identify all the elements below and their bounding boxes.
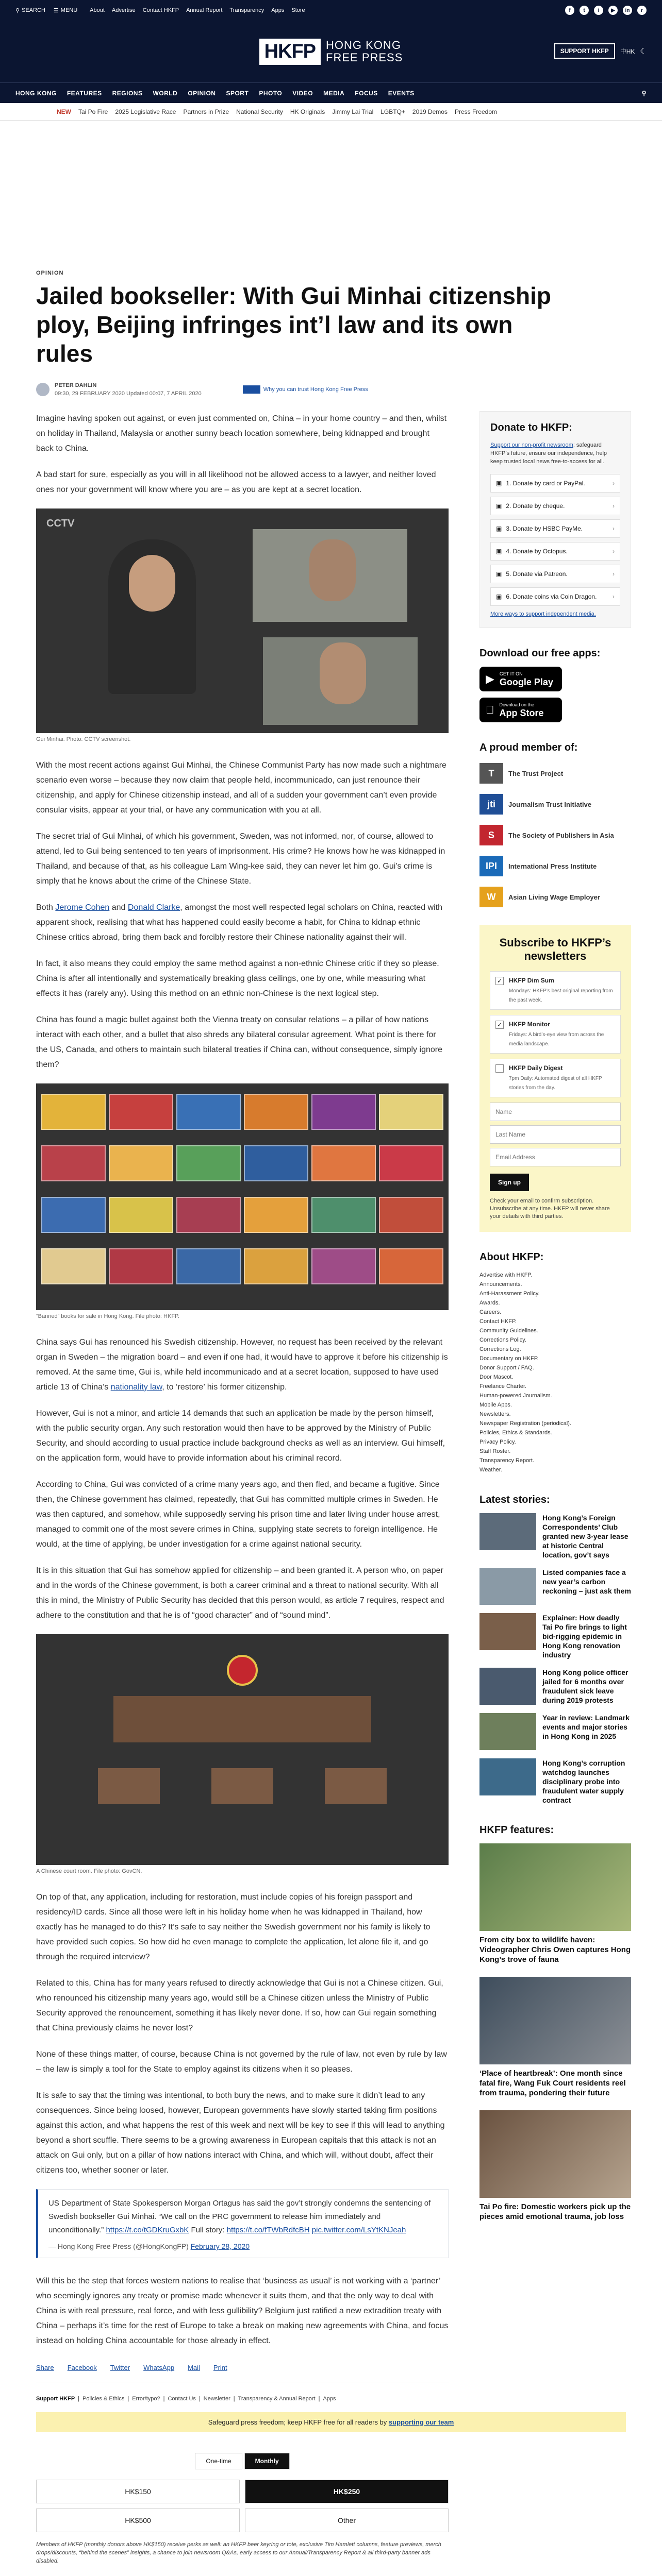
newsletter-option-dim-sum[interactable] <box>490 971 621 1010</box>
rss-icon[interactable]: r <box>637 6 647 15</box>
price-option[interactable]: HK$150 <box>36 2480 240 2503</box>
donate-patreon[interactable] <box>490 565 620 583</box>
store-small-label: Download on the <box>491 702 526 707</box>
site-logo[interactable] <box>259 39 403 65</box>
article-body <box>36 411 449 2402</box>
story-thumbnail <box>479 1613 536 1650</box>
donate-coin-dragon[interactable] <box>490 587 620 606</box>
option-desc: 7pm Daily: Automated digest of all HKFP stories from the day. <box>509 1076 602 1091</box>
print-button[interactable]: Print <box>213 2364 227 2371</box>
figure-caption: A Chinese court room. File photo: GovCN. <box>36 1868 142 1874</box>
card-icon: ▣ <box>496 480 502 487</box>
chevron-right-icon: › <box>613 525 615 532</box>
tweet-author: — Hong Kong Free Press (@HongKongFP) <box>48 2242 191 2250</box>
about-link[interactable]: Community Guidelines. <box>479 1328 538 1334</box>
app-store-button[interactable] <box>479 698 562 722</box>
footer-link-support[interactable] <box>36 2396 75 2402</box>
about-list <box>479 1270 631 1475</box>
masthead <box>0 21 662 82</box>
paragraph: It is safe to say that the timing was intentional, to both bury the news, and to make sure it didn’t lead to any consequences. Since being loosed, however, European governments have slowly started taking firm positions against this action, and what happens the rest of this week and next will be key to see if this will lead to anything beyond a short scuffle. There seems to be a growing awareness in European capitals that this attack is not an attack on Gui only, but on a pillar of how nations interact with China, and which will, without doubt, affect their citizens too, whether sooner or later. <box>36 2091 445 2175</box>
footer-link-apps[interactable]: Apps <box>323 2396 336 2402</box>
util-link-advertise[interactable]: Advertise <box>111 7 136 13</box>
cheque-icon: ▣ <box>496 502 502 510</box>
members-section <box>479 742 631 909</box>
paragraph: None of these things matter, of course, because China is not governed by the rule of law, not even by rule by law – the law is simply a tool for the State to employ against its citizens when it so pleases. <box>36 2050 447 2074</box>
story-item[interactable] <box>479 1568 631 1605</box>
sidebar <box>479 411 631 2402</box>
share-whatsapp-button[interactable]: WhatsApp <box>143 2364 175 2371</box>
utility-links <box>90 7 305 13</box>
donate-item-label: 4. Donate by Octopus. <box>506 548 568 555</box>
donate-cheque[interactable] <box>490 497 620 515</box>
first-name-field[interactable] <box>490 1103 621 1121</box>
latest-stories <box>479 1494 631 1805</box>
nav-world[interactable]: WORLD <box>153 89 178 97</box>
paragraph: Will this be the step that forces western nations to realise that ‘business as usual’ is not working with a ‘partner’ who seemingly ignores any treaty or promise made whenever it suits them, and that the only way to deal with China is with real pressure, real force, and with less gullibility? Belgium just ratified a new extradition treaty with China – perhaps it’s time for the rest of Europe to take a break on making new agreements with China, and focus instead on holding China accountable for those already in effect. <box>36 2277 449 2345</box>
store-big-label: Google Play <box>499 676 553 687</box>
chevron-right-icon: › <box>613 548 615 555</box>
paragraph <box>36 900 449 945</box>
store-big-label: App Store <box>491 707 536 718</box>
feature-title: From city box to wildlife haven: Videographer Chris Owen captures Hong Kong’s trove of fauna <box>479 1936 631 1964</box>
about-link[interactable]: Mobile Apps. <box>479 1402 512 1408</box>
story-title: Hong Kong’s Foreign Correspondents’ Club granted new 3-year lease at historic Central location, gov’t says <box>542 1514 628 1559</box>
nav-events[interactable]: EVENTS <box>388 89 415 97</box>
donate-intro <box>490 441 620 466</box>
menu-label: MENU <box>60 7 78 13</box>
story-item[interactable] <box>479 1758 631 1805</box>
about-link[interactable]: Weather. <box>479 1467 502 1473</box>
story-title: Listed companies face a new year’s carbon reckoning – just ask them <box>542 1568 631 1595</box>
author-name[interactable]: PETER DAHLIN <box>55 382 97 388</box>
checkbox[interactable]: ✓ <box>495 1021 504 1029</box>
trend-item[interactable]: National Security <box>236 108 283 115</box>
footer-link-policies[interactable]: Policies & Ethics <box>82 2396 125 2402</box>
story-item[interactable] <box>479 1613 631 1659</box>
option-desc: Mondays: HKFP’s best original reporting from the past week. <box>509 988 613 1003</box>
more-ways-link[interactable]: More ways to support independent media. <box>490 611 596 617</box>
paragraph: The secret trial of Gui Minhai, of which his government, Sweden, was not informed, nor, of course, allowed to attend, led to Gui being sentenced to ten years of imprisonment. His crime? He knows how he was kidnapped in Thailand, and because of that, as his colleague Lam Wing-kee said, they can never let him go. Gui’s crime is simply that he knows about the crime of the Chinese State. <box>36 832 445 886</box>
price-options <box>36 2480 449 2532</box>
newsletter-title: Subscribe to HKFP’s newsletters <box>499 936 611 962</box>
feature-title: ‘Place of heartbreak’: One month since fatal fire, Wang Fuk Court residents reel from trauma, pondering their future <box>479 2069 626 2097</box>
latest-title: Latest stories: <box>479 1494 550 1505</box>
util-link-contact[interactable]: Contact HKFP <box>142 7 179 13</box>
chevron-right-icon: › <box>613 502 615 510</box>
chevron-right-icon: › <box>613 593 615 600</box>
donate-card-paypal[interactable] <box>490 474 620 493</box>
support-team-link[interactable]: supporting our team <box>388 2418 454 2426</box>
donate-item-label: 3. Donate by HSBC PayMe. <box>506 525 583 532</box>
menu-button[interactable] <box>54 7 77 14</box>
option-name: HKFP Daily Digest <box>509 1064 563 1072</box>
article-category[interactable]: OPINION <box>36 270 64 276</box>
logo-mark: HKFP <box>259 39 321 65</box>
paragraph: Related to this, China has for many years refused to directly acknowledge that Gui is not a Chinese citizen. Gui, who renounced his citizenship many years ago, would still be a Chinese citizen unless the Ministry of Public Security approved the renouncement, something it has likely never done. If so, how can Gui regain something that China previously claims he never lost? <box>36 1979 443 2032</box>
last-name-field[interactable] <box>490 1125 621 1144</box>
option-name: HKFP Dim Sum <box>509 977 554 984</box>
sign-up-button[interactable]: Sign up <box>490 1174 529 1191</box>
logo-mark: IPI <box>479 856 503 876</box>
dark-mode-icon[interactable]: ☾ <box>640 46 647 55</box>
trend-item[interactable]: Jimmy Lai Trial <box>332 108 374 115</box>
about-link[interactable]: Documentary on HKFP. <box>479 1355 539 1362</box>
logo-mark: S <box>479 825 503 845</box>
paragraph: A bad start for sure, especially as you will in all likelihood not be allowed access to a lawyer, and neither loved ones nor your government will know where you are – as you are kept at a secret location. <box>36 470 436 494</box>
feature-image <box>479 2110 631 2198</box>
util-link-apps[interactable]: Apps <box>271 7 285 13</box>
feature-item[interactable] <box>479 2110 631 2222</box>
paragraph: In fact, it also means they could employ the same method against a non-ethnic Chinese critic if they so please. China is after all intentionally and systematically breaking glass ceilings, one by one, while measuring what effects it has (rarely any). Using this method on an ethnic non-Chinese is the next logical step. <box>36 959 439 998</box>
tab-one-time[interactable]: One-time <box>195 2453 242 2469</box>
tweet-footer <box>48 2242 438 2250</box>
nav-regions[interactable]: REGIONS <box>112 89 143 97</box>
tweet-link[interactable]: https://t.co/fTWbRdfcBH <box>226 2226 310 2234</box>
nav-sport[interactable]: SPORT <box>226 89 249 97</box>
logo-mark: W <box>479 887 503 907</box>
story-title: Hong Kong police officer jailed for 6 months over fraudulent sick leave during 2019 protests <box>542 1668 628 1704</box>
story-title: Explainer: How deadly Tai Po fire brings to light bid-rigging epidemic in Hong Kong renovation industry <box>542 1614 627 1659</box>
about-link[interactable]: Newsletters. <box>479 1411 511 1417</box>
membership-box <box>36 2453 626 2565</box>
nav-photo[interactable]: PHOTO <box>259 89 283 97</box>
twitter-icon[interactable]: t <box>580 6 589 15</box>
trending-bar <box>0 103 662 121</box>
nav-search-icon[interactable]: ⚲ <box>641 89 647 97</box>
util-link-transparency[interactable]: Transparency <box>229 7 264 13</box>
octopus-icon: ▣ <box>496 548 502 555</box>
story-title: Hong Kong’s corruption watchdog launches disciplinary probe into fraudulent water supply contract <box>542 1759 625 1804</box>
feature-image <box>479 1843 631 1931</box>
paragraph: It is in this situation that Gui has somehow applied for citizenship – and been granted it. A person who, on paper and in the words of the Chinese government, is both a career criminal and a threat to national security. With all this in mind, the Ministry of Public Security has decided that this person would, as article 7 requires, respect and adhere to the constitution and that he is of “good character” and of “sound mind”. <box>36 1566 444 1620</box>
youtube-icon[interactable]: ▶ <box>608 6 618 15</box>
about-link[interactable]: Transparency Report. <box>479 1458 534 1464</box>
membership-benefits: Members of HKFP (monthly donors above HK$150) receive perks as well: an HKFP beer keyring or tote, exclusive Tim Hamlett columns, feature previews, merch drops/discounts, “behind the scenes” insights, a chance to join newsroom Q&As, early access to our Annual/Transparency Report & all third-party banner ads disabled. <box>36 2541 441 2564</box>
paragraph <box>36 1335 449 1395</box>
story-thumbnail <box>479 1758 536 1795</box>
support-strip-text: Safeguard press freedom; keep HKFP free for all readers by <box>208 2418 389 2426</box>
share-facebook-button[interactable]: Facebook <box>67 2364 97 2371</box>
tab-monthly[interactable]: Monthly <box>244 2453 290 2469</box>
nav-opinion[interactable]: OPINION <box>188 89 216 97</box>
checkbox[interactable]: ✓ <box>495 977 504 985</box>
text-run: China says Gui has renounced his Swedish citizenship. However, no request has been received by the relevant organ in Sweden – the migration board – and even if one had, it would have to approve it before his citizenship is removed. At the same time, Gui is, while held incommunicado and at a secret location, supposed to have used article 13 of China’s <box>36 1338 448 1392</box>
byline <box>36 382 626 397</box>
donation-frequency-tabs <box>36 2453 449 2469</box>
nav-media[interactable]: MEDIA <box>323 89 345 97</box>
tweet-date-link[interactable]: February 28, 2020 <box>190 2242 250 2250</box>
apple-icon <box>486 703 494 717</box>
trend-item[interactable]: 2019 Demos <box>412 108 448 115</box>
ipi-logo[interactable] <box>479 854 631 878</box>
trust-badge-icon <box>243 385 260 394</box>
price-option-other[interactable]: Other <box>245 2509 449 2532</box>
link-donald-clarke[interactable]: Donald Clarke <box>127 903 180 912</box>
story-thumbnail <box>479 1713 536 1750</box>
donate-intro-text: : safeguard HKFP’s future, ensure our independence, help keep trusted local news free-to-access for all. <box>490 442 607 465</box>
about-link[interactable]: Privacy Policy. <box>479 1439 516 1445</box>
language-toggle[interactable]: 中HK <box>620 47 635 55</box>
about-link[interactable]: Contact HKFP. <box>479 1318 517 1325</box>
util-link-store[interactable]: Store <box>291 7 305 13</box>
payme-icon: ▣ <box>496 525 502 532</box>
donate-item-label: 6. Donate coins via Coin Dragon. <box>506 593 597 600</box>
member-title: A proud member of: <box>479 742 578 753</box>
text-run: , amongst the most well respected legal scholars on China, reacted with apparent shock, realising that what has happened could easily become a habit, for China to kidnap ethnic Chinese critics abroad, bring them back and forcibly restore their Chinese nationality against their will. <box>36 903 442 942</box>
judge-bench <box>113 1696 371 1742</box>
text-run: , to ‘restore’ his former citizenship. <box>162 1383 287 1392</box>
member-name: Asian Living Wage Employer <box>508 893 600 901</box>
about-link[interactable]: Advertise with HKFP. <box>479 1272 533 1278</box>
coin-icon: ▣ <box>496 593 502 600</box>
footer-link-label: Support HKFP <box>36 2396 75 2402</box>
util-link-about[interactable]: About <box>90 7 105 13</box>
story-thumbnail <box>479 1668 536 1705</box>
share-mail-button[interactable]: Mail <box>188 2364 200 2371</box>
about-link[interactable]: Careers. <box>479 1309 502 1315</box>
trend-item[interactable]: 2025 Legislative Race <box>115 108 176 115</box>
footer-link-error[interactable]: Error/typo? <box>132 2396 160 2402</box>
tweet-text <box>48 2197 438 2237</box>
footer-link-transparency[interactable]: Transparency & Annual Report <box>238 2396 316 2402</box>
link-nationality-law[interactable]: nationality law <box>110 1383 162 1392</box>
cctv-screenshot-image <box>36 509 449 733</box>
utility-bar <box>0 0 662 21</box>
search-button[interactable] <box>15 7 45 14</box>
paragraph: However, Gui is not a minor, and article 14 demands that such an application be made by the person himself, with the public security organ. Any such restoration would then have to be approved by the Ministry of Public Security, and should according to usual practice include background checks as well as an interview. Gui himself, on the application form, would have to provide information about his criminal record. <box>36 1409 445 1463</box>
donate-item-label: 1. Donate by card or PayPal. <box>506 480 585 487</box>
hamburger-icon: ☰ <box>53 7 59 14</box>
trending-label: NEW <box>57 108 71 115</box>
about-link[interactable]: Anti-Harassment Policy. <box>479 1291 540 1297</box>
tweet-pic-link[interactable]: pic.twitter.com/LsYtKNJeah <box>311 2226 406 2234</box>
apps-title: Download our free apps: <box>479 648 601 659</box>
tweet-body: US Department of State Spokesperson Morgan Ortagus has said the gov’t strongly condemns the sentencing of Swedish bookseller Gui Minhai. “We call on the PRC government to release him immediately and unconditionally.” <box>48 2199 431 2234</box>
donate-item-label: 2. Donate by cheque. <box>506 502 565 510</box>
about-link[interactable]: Door Mascot. <box>479 1374 514 1380</box>
util-link-annual-report[interactable]: Annual Report <box>186 7 223 13</box>
chevron-right-icon: › <box>613 570 615 578</box>
nav-hong-kong[interactable]: HONG KONG <box>15 89 57 97</box>
nav-features[interactable]: FEATURES <box>67 89 102 97</box>
figure-banned-books <box>36 1083 449 1319</box>
instagram-icon[interactable]: i <box>594 6 603 15</box>
trend-item[interactable]: Partners in Prize <box>183 108 229 115</box>
trend-item[interactable]: LGBTQ+ <box>380 108 405 115</box>
paragraph: With the most recent actions against Gui Minhai, the Chinese Communist Party has now made such a nightmare scenario even worse – because they now claim that people held, incommunicado, can just renounce their citizenship, and apply for Chinese citizenship instead, and all of a sudden your government can’t even provide consular visits, appear at your trial, or have any communication with you at all. <box>36 761 446 815</box>
paragraph: According to China, Gui was convicted of a crime many years ago, and then fled, and became a fugitive. Since then, the Chinese government has claimed, repeatedly, that Gui has committed multiple crimes in Sweden. He was then captured, and somehow, while supposedly serving his prison time and later living under house arrest, managed to commit one of the most severe crimes in China, supplying state secrets to foreign intelligence. He would, at the time of applying, be under investigation for a crime against national security. <box>36 1480 440 1549</box>
checkbox[interactable] <box>495 1064 504 1073</box>
option-name: HKFP Monitor <box>509 1021 550 1028</box>
support-hkfp-button[interactable]: SUPPORT HKFP <box>554 43 615 59</box>
hkfp-features <box>479 1824 631 2222</box>
about-link[interactable]: Human-powered Journalism. <box>479 1393 552 1399</box>
feature-title: Tai Po fire: Domestic workers pick up the pieces amid emotional trauma, job loss <box>479 2202 631 2221</box>
about-link[interactable]: Donor Support / FAQ. <box>479 1365 534 1371</box>
share-twitter-button[interactable]: Twitter <box>110 2364 130 2371</box>
about-link[interactable]: Newspaper Registration (periodical). <box>479 1420 571 1427</box>
apps-section <box>479 648 631 722</box>
paragraph: Imagine having spoken out against, or even just commented on, China – in your home country – and then, whilst on holiday in Thailand, Malaysia or another sunny beach location somewhere, being kidnapped and brought back to China. <box>36 414 447 453</box>
logo-mark: T <box>479 763 503 784</box>
feature-image <box>479 1977 631 2064</box>
newsletter-box <box>479 925 631 1232</box>
member-name: Journalism Trust Initiative <box>508 800 592 808</box>
author-avatar <box>36 383 49 396</box>
donate-title: Donate to HKFP: <box>490 422 572 433</box>
trend-item[interactable]: HK Originals <box>290 108 325 115</box>
logo-wordmark <box>326 39 403 64</box>
banned-books-image <box>36 1083 449 1310</box>
why-trust-link[interactable] <box>243 385 368 394</box>
about-link[interactable]: Announcements. <box>479 1281 522 1287</box>
chevron-right-icon: › <box>613 480 615 487</box>
cctv-watermark: CCTV <box>46 518 75 529</box>
option-desc: Fridays: A bird’s-eye view from across the media landscape. <box>509 1032 604 1047</box>
price-option-selected[interactable]: HK$250 <box>245 2480 449 2503</box>
store-small-label: GET IT ON <box>499 671 523 676</box>
member-name: The Society of Publishers in Asia <box>508 831 614 839</box>
about-link[interactable]: Freelance Charter. <box>479 1383 527 1389</box>
about-link[interactable]: Staff Roster. <box>479 1448 511 1454</box>
email-field[interactable] <box>490 1148 621 1166</box>
nav-video[interactable]: VIDEO <box>292 89 313 97</box>
story-item[interactable] <box>479 1713 631 1750</box>
newsletter-option-monitor[interactable] <box>490 1015 621 1054</box>
photo-subject <box>108 539 196 694</box>
photo-subject <box>263 637 418 725</box>
tweet-full-story: Full story: <box>191 2226 227 2234</box>
member-name: International Press Institute <box>508 862 597 870</box>
nav-focus[interactable]: FOCUS <box>355 89 378 97</box>
figure-caption: “Banned” books for sale in Hong Kong. File photo: HKFP. <box>36 1313 180 1319</box>
footer-link-newsletter[interactable]: Newsletter <box>203 2396 230 2402</box>
about-link[interactable]: Corrections Log. <box>479 1346 521 1352</box>
feature-item[interactable] <box>479 1977 631 2098</box>
text-run: Both <box>36 903 56 912</box>
newsletter-note: Check your email to confirm subscription. Unsubscribe at any time. HKFP will never share your details with third parties. <box>490 1198 610 1219</box>
logo-line-2: FREE PRESS <box>326 51 403 64</box>
embedded-tweet <box>36 2189 449 2258</box>
patreon-icon: ▣ <box>496 570 502 578</box>
text-run: and <box>109 903 128 912</box>
facebook-icon[interactable]: f <box>565 6 574 15</box>
publish-date: 09:30, 29 FEBRUARY 2020 Updated 00:07, 7 APRIL 2020 <box>55 391 202 397</box>
court-room-image <box>36 1634 449 1865</box>
jti-logo[interactable] <box>479 792 631 817</box>
about-link[interactable]: Awards. <box>479 1300 500 1306</box>
court-emblem <box>227 1655 258 1686</box>
logo-mark: jti <box>479 794 503 815</box>
story-thumbnail <box>479 1568 536 1605</box>
trend-item[interactable]: Tai Po Fire <box>78 108 108 115</box>
story-thumbnail <box>479 1513 536 1550</box>
page-content <box>0 270 662 2565</box>
why-trust-label: Why you can trust Hong Kong Free Press <box>263 386 368 393</box>
about-section <box>479 1251 631 1475</box>
tweet-link[interactable]: https://t.co/tGDKruGxbK <box>106 2226 189 2234</box>
sopa-logo[interactable] <box>479 823 631 848</box>
figure-gui-minhai <box>36 509 449 742</box>
paragraph: China has found a magic bullet against both the Vienna treaty on consular relations – a pillar of how nations interact with each other, and a bullet that also shreds any bilateral consular agreement. What point is there for the US, Canada, and others to maintain such bilateral treaties if China can, without consequence, simply ignore them? <box>36 1015 442 1069</box>
living-wage-logo[interactable] <box>479 885 631 909</box>
support-strip <box>36 2412 626 2432</box>
google-play-icon: ▶ <box>486 672 494 685</box>
figure-court-room <box>36 1634 449 1874</box>
main-nav <box>0 82 662 103</box>
about-link[interactable]: Corrections Policy. <box>479 1337 526 1343</box>
features-title: HKFP features: <box>479 1824 554 1836</box>
photo-subject <box>253 529 407 622</box>
google-play-button[interactable] <box>479 667 562 691</box>
feature-item[interactable] <box>479 1843 631 1964</box>
search-icon: ⚲ <box>15 7 20 14</box>
share-bar <box>36 2364 449 2382</box>
price-option[interactable]: HK$500 <box>36 2509 240 2532</box>
trust-project-logo[interactable] <box>479 761 631 786</box>
footer-link-contact[interactable]: Contact Us <box>168 2396 196 2402</box>
donate-payme[interactable] <box>490 519 620 538</box>
donate-box <box>479 411 631 628</box>
story-title: Year in review: Landmark events and major stories in Hong Kong in 2025 <box>542 1714 630 1740</box>
support-newsroom-link[interactable]: Support our non-profit newsroom <box>490 442 573 448</box>
about-link[interactable]: Policies, Ethics & Standards. <box>479 1430 552 1436</box>
about-title: About HKFP: <box>479 1251 544 1263</box>
member-name: The Trust Project <box>508 769 564 777</box>
article-headline: Jailed bookseller: With Gui Minhai citizenship ploy, Beijing infringes int’l law and its own rules <box>36 282 551 367</box>
newsletter-option-daily-digest[interactable] <box>490 1059 621 1097</box>
paragraph: On top of that, any application, including for restoration, must include copies of his foreign passport and residency/ID cards. Since all those were left in his holiday home when he was kidnapped in Thailand, how exactly has he managed to do this? It’s safe to say neither the Swedish government nor his family is likely to have provided such copies. So how did he even manage to complete the application, let alone file it, and go through the required interview? <box>36 1893 431 1961</box>
share-button[interactable]: Share <box>36 2364 54 2371</box>
figure-caption: Gui Minhai. Photo: CCTV screenshot. <box>36 736 131 742</box>
search-label: SEARCH <box>22 7 45 13</box>
donate-octopus[interactable] <box>490 542 620 561</box>
article-footer-links: Support HKFP | Policies & Ethics | Error/typo? | Contact Us | Newsletter | Transparency & Annual Report | Apps <box>36 2396 336 2402</box>
story-item[interactable] <box>479 1668 631 1705</box>
story-item[interactable] <box>479 1513 631 1560</box>
link-jerome-cohen[interactable]: Jerome Cohen <box>55 903 110 912</box>
donate-item-label: 5. Donate via Patreon. <box>506 570 568 578</box>
linkedin-icon[interactable]: in <box>623 6 632 15</box>
trend-item[interactable]: Press Freedom <box>454 108 497 115</box>
logo-line-1: HONG KONG <box>326 39 401 52</box>
